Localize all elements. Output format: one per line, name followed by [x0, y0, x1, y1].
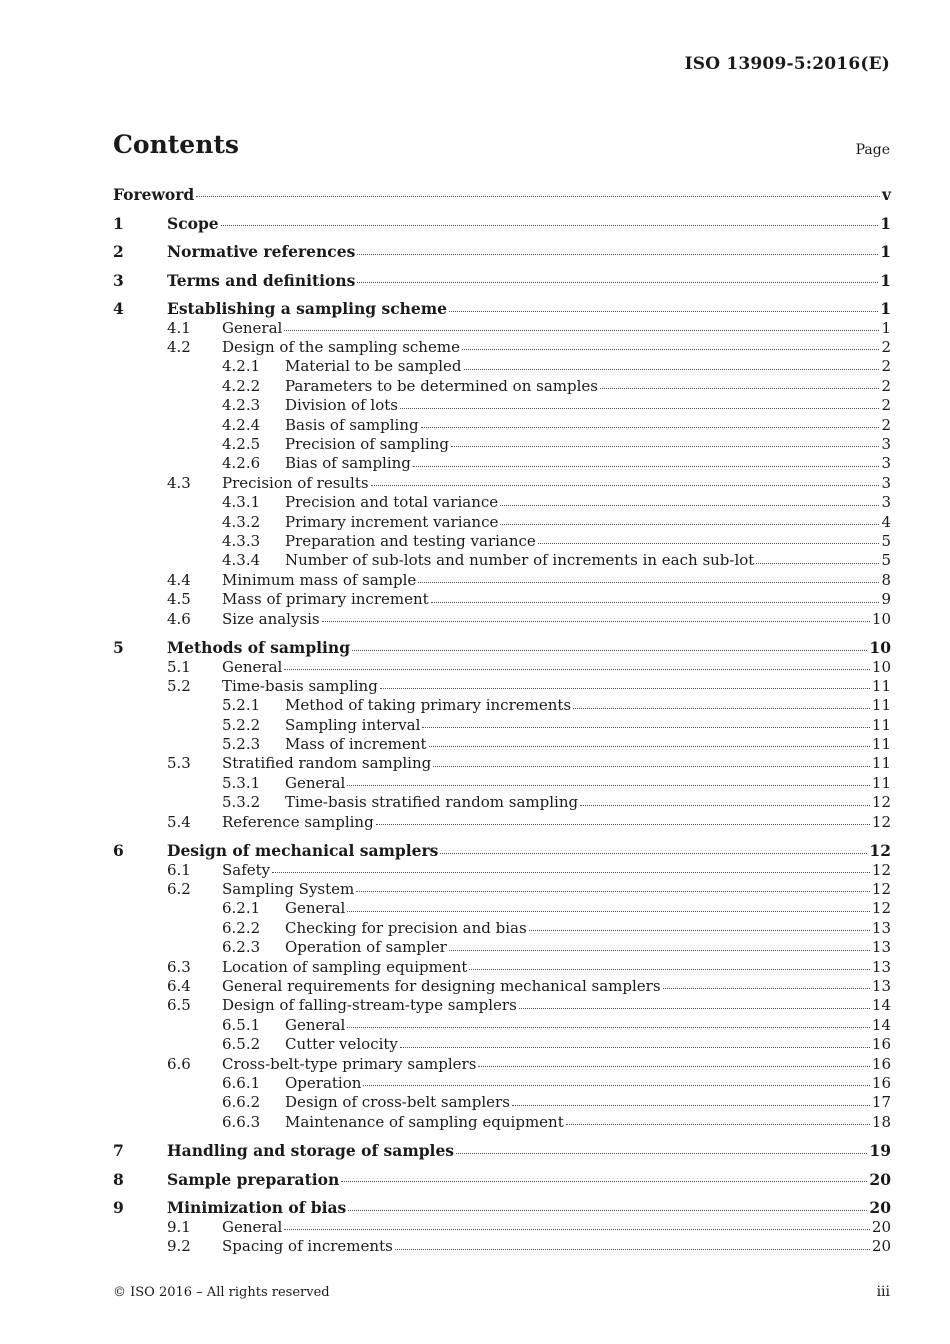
toc-entry-number: 9.1	[167, 1217, 191, 1236]
toc-entry-title: Primary increment variance	[285, 512, 499, 531]
toc-entry-page: 3	[881, 473, 891, 492]
toc-entry-title: Bias of sampling	[285, 454, 411, 473]
toc-entry-title: Mass of increment	[285, 735, 427, 754]
toc-entry[interactable]	[113, 735, 891, 754]
toc-dot-leader	[449, 950, 870, 951]
page-column-label: Page	[855, 142, 890, 158]
toc-entry-page: 11	[871, 676, 891, 695]
toc-dot-leader	[284, 669, 870, 670]
toc-entry-title: Minimum mass of sample	[222, 570, 417, 589]
toc-dot-leader	[357, 282, 878, 283]
toc-entry-page: 11	[871, 773, 891, 792]
toc-entry-number: 4.5	[167, 590, 191, 609]
toc-entry-title: Safety	[222, 860, 271, 879]
toc-entry[interactable]	[113, 454, 891, 473]
toc-dot-leader	[464, 369, 880, 370]
toc-dot-leader	[478, 1066, 869, 1067]
toc-entry-page: 16	[871, 1035, 891, 1054]
toc-entry[interactable]	[113, 319, 891, 338]
toc-entry-page: 2	[881, 415, 891, 434]
toc-entry-page: 3	[881, 493, 891, 512]
toc-entry[interactable]	[113, 1237, 891, 1256]
toc-entry-number: 5.3.2	[222, 793, 261, 812]
toc-entry-number: 4	[113, 299, 124, 319]
toc-dot-leader	[469, 969, 870, 970]
toc-dot-leader	[422, 727, 869, 728]
toc-entry-title: Number of sub-lots and number of increments in each sub-lot	[285, 551, 755, 570]
toc-entry[interactable]	[113, 1016, 891, 1035]
toc-dot-leader	[451, 446, 879, 447]
toc-dot-leader	[284, 1229, 870, 1230]
toc-entry-page: 8	[881, 570, 891, 589]
toc-entry-page: 10	[871, 609, 891, 628]
toc-entry-number: 6.6.1	[222, 1073, 261, 1092]
toc-entry-page: 12	[871, 812, 891, 831]
toc-dot-leader	[371, 485, 880, 486]
toc-entry-page: 17	[871, 1093, 891, 1112]
toc-entry-title: Cross-belt-type primary samplers	[222, 1054, 477, 1073]
toc-entry-title: Minimization of bias	[167, 1198, 347, 1218]
toc-entry-number: 4.2.2	[222, 376, 261, 395]
toc-entry-number: 4.3.1	[222, 493, 261, 512]
toc-entry-title: General	[222, 318, 283, 337]
toc-entry-page: 13	[871, 918, 891, 937]
toc-entry-title: Reference sampling	[222, 812, 374, 831]
toc-entry-number: 4.2.3	[222, 396, 261, 415]
toc-dot-leader	[538, 543, 880, 544]
toc-entry-number: 5.2.3	[222, 735, 261, 754]
toc-dot-leader	[322, 621, 870, 622]
toc-entry-page: 20	[871, 1237, 891, 1256]
toc-entry-number: 3	[113, 270, 124, 290]
toc-entry-number: 4.4	[167, 570, 191, 589]
toc-entry-title: Stratified random sampling	[222, 754, 432, 773]
toc-dot-leader	[341, 1181, 867, 1182]
toc-dot-leader	[512, 1105, 870, 1106]
toc-entry-number: 6.5	[167, 996, 191, 1015]
toc-entry[interactable]	[113, 1074, 891, 1093]
toc-entry-number: 6.3	[167, 957, 191, 976]
toc-entry-title: Sampling System	[222, 880, 355, 899]
toc-entry-page: 3	[881, 435, 891, 454]
toc-entry-title: Maintenance of sampling equipment	[285, 1112, 564, 1131]
toc-entry-page: 1	[880, 242, 891, 262]
toc-entry[interactable]	[113, 214, 891, 233]
toc-dot-leader	[413, 466, 880, 467]
toc-entry[interactable]	[113, 610, 891, 629]
toc-entry-number: 5	[113, 638, 124, 658]
toc-entry-page: 4	[881, 512, 891, 531]
toc-dot-leader	[400, 408, 879, 409]
toc-dot-leader	[284, 330, 879, 331]
toc-entry-page: 16	[871, 1073, 891, 1092]
toc-dot-leader	[347, 1027, 870, 1028]
toc-entry-title: Operation	[285, 1073, 362, 1092]
toc-entry-title: Handling and storage of samples	[167, 1141, 455, 1161]
toc-entry-number: 4.1	[167, 318, 191, 337]
toc-entry-page: 2	[881, 357, 891, 376]
toc-entry-number: 5.4	[167, 812, 191, 831]
toc-dot-leader	[363, 1085, 870, 1086]
toc-entry-number: 5.3.1	[222, 773, 261, 792]
toc-entry[interactable]	[113, 677, 891, 696]
toc-entry-number: 6.1	[167, 860, 191, 879]
document-id: ISO 13909-5:2016(E)	[684, 54, 890, 74]
toc-entry[interactable]	[113, 658, 891, 677]
toc-entry-title: Basis of sampling	[285, 415, 419, 434]
toc-entry[interactable]	[113, 493, 891, 512]
toc-entry-number: 5.2.2	[222, 715, 261, 734]
toc-entry-page: 13	[871, 938, 891, 957]
toc-entry-title: Design of mechanical samplers	[167, 841, 439, 861]
toc-entry-page: 12	[869, 841, 891, 861]
toc-entry-page: 2	[881, 396, 891, 415]
toc-entry[interactable]	[113, 861, 891, 880]
toc-dot-leader	[756, 563, 879, 564]
toc-entry-page: 20	[869, 1169, 891, 1189]
toc-dot-leader	[347, 911, 870, 912]
toc-entry-number: 6.5.2	[222, 1035, 261, 1054]
toc-entry-title: Scope	[167, 213, 219, 233]
toc-entry-title: Normative references	[167, 242, 356, 262]
toc-entry-number: 4.3.2	[222, 512, 261, 531]
toc-entry[interactable]	[113, 996, 891, 1015]
toc-entry-number: 6.6.2	[222, 1093, 261, 1112]
toc-entry-title: Precision of results	[222, 473, 369, 492]
toc-entry-page: 18	[871, 1112, 891, 1131]
toc-entry[interactable]	[113, 299, 891, 318]
toc-entry[interactable]	[113, 899, 891, 918]
toc-dot-leader	[356, 891, 870, 892]
toc-dot-leader	[663, 988, 870, 989]
toc-entry-page: 5	[881, 532, 891, 550]
toc-entry-number: 6	[113, 841, 124, 861]
toc-entry-title: Division of lots	[285, 396, 398, 415]
toc-entry[interactable]	[113, 532, 891, 551]
toc-entry-title: Design of cross-belt samplers	[285, 1093, 510, 1112]
toc-entry-title: General requirements for designing mechanical samplers	[222, 976, 661, 995]
toc-entry[interactable]	[113, 638, 891, 657]
toc-entry-title: Precision of sampling	[285, 435, 449, 454]
toc-dot-leader	[221, 225, 879, 226]
toc-entry[interactable]	[113, 938, 891, 957]
toc-entry[interactable]	[113, 774, 891, 793]
toc-entry[interactable]	[113, 396, 891, 415]
toc-entry-page: 12	[871, 880, 891, 899]
toc-entry[interactable]	[113, 977, 891, 996]
toc-entry-page: v	[881, 185, 891, 204]
toc-entry[interactable]	[113, 793, 891, 812]
toc-entry-page: 12	[871, 860, 891, 879]
toc-entry-page: 3	[881, 454, 891, 473]
toc-entry-number: 5.3	[167, 754, 191, 773]
toc-dot-leader	[449, 311, 878, 312]
toc-dot-leader	[431, 602, 880, 603]
toc-dot-leader	[429, 746, 870, 747]
toc-entry-title: Time-basis sampling	[222, 676, 378, 695]
footer-page-number: iii	[876, 1284, 890, 1300]
toc-entry-number: 6.2.1	[222, 899, 261, 918]
toc-entry-number: 6.2.2	[222, 918, 261, 937]
toc-entry-title: Design of the sampling scheme	[222, 338, 460, 357]
toc-entry-number: 4.2.5	[222, 435, 261, 454]
toc-entry[interactable]	[113, 716, 891, 735]
toc-dot-leader	[196, 196, 880, 197]
toc-dot-leader	[347, 785, 870, 786]
toc-entry[interactable]	[113, 185, 891, 204]
toc-entry[interactable]	[113, 551, 891, 570]
toc-dot-leader	[500, 505, 879, 506]
toc-entry-title: Precision and total variance	[285, 493, 499, 512]
toc-dot-leader	[519, 1008, 870, 1009]
toc-entry[interactable]	[113, 271, 891, 290]
toc-entry-number: 4.3.4	[222, 551, 261, 570]
toc-dot-leader	[600, 388, 879, 389]
toc-entry-title: Parameters to be determined on samples	[285, 376, 598, 395]
toc-entry[interactable]	[113, 1218, 891, 1237]
toc-entry-page: 20	[871, 1217, 891, 1236]
toc-entry-number: 5.1	[167, 657, 191, 676]
toc-entry-title: Operation of sampler	[285, 938, 447, 957]
toc-entry-number: 4.2	[167, 338, 191, 357]
toc-entry[interactable]	[113, 416, 891, 435]
toc-entry-page: 1	[880, 299, 891, 319]
toc-entry[interactable]	[113, 571, 891, 590]
toc-entry-title: Method of taking primary increments	[285, 696, 572, 715]
toc-entry-title: Establishing a sampling scheme	[167, 299, 448, 319]
toc-entry[interactable]	[113, 513, 891, 532]
toc-entry-title: Terms and definitions	[167, 270, 356, 290]
toc-entry-number: 2	[113, 242, 124, 262]
toc-entry-number: 6.5.1	[222, 1015, 261, 1034]
toc-entry-number: 4.2.1	[222, 357, 261, 376]
toc-entry-title: Cutter velocity	[285, 1035, 398, 1054]
toc-entry-title: Sampling interval	[285, 715, 421, 734]
toc-entry[interactable]	[113, 1035, 891, 1054]
toc-entry-title: General	[285, 773, 346, 792]
toc-entry-title: Spacing of increments	[222, 1237, 393, 1256]
toc-entry-number: 4.6	[167, 609, 191, 628]
toc-entry-title: Checking for precision and bias	[285, 918, 527, 937]
toc-entry[interactable]	[113, 435, 891, 454]
toc-entry-page: 14	[871, 996, 891, 1015]
toc-entry-page: 11	[871, 754, 891, 773]
toc-entry[interactable]	[113, 696, 891, 715]
toc-entry-page: 12	[871, 793, 891, 812]
toc-entry[interactable]	[113, 242, 891, 261]
toc-entry-page: 11	[871, 735, 891, 754]
toc-entry[interactable]	[113, 841, 891, 860]
toc-entry-page: 19	[869, 1141, 891, 1161]
toc-entry-title: General	[222, 657, 283, 676]
toc-entry-page: 14	[871, 1015, 891, 1034]
toc-entry[interactable]	[113, 813, 891, 832]
toc-entry-title: Mass of primary increment	[222, 590, 429, 609]
toc-entry-number: 4.2.4	[222, 415, 261, 434]
toc-entry-number: 5.2.1	[222, 696, 261, 715]
toc-dot-leader	[348, 1210, 867, 1211]
toc-entry-page: 12	[871, 899, 891, 918]
toc-entry-title: Methods of sampling	[167, 638, 351, 658]
toc-entry[interactable]	[113, 919, 891, 938]
footer-copyright: © ISO 2016 – All rights reserved	[113, 1285, 330, 1300]
toc-entry-page: 16	[871, 1054, 891, 1073]
toc-entry-page: 9	[881, 590, 891, 609]
toc-entry-title: Size analysis	[222, 609, 320, 628]
toc-dot-leader	[566, 1124, 870, 1125]
toc-dot-leader	[580, 805, 870, 806]
toc-entry-title: General	[285, 899, 346, 918]
toc-dot-leader	[456, 1153, 867, 1154]
toc-entry[interactable]	[113, 1170, 891, 1189]
toc-entry-number: 6.6.3	[222, 1112, 261, 1131]
toc-entry-title: Time-basis stratified random sampling	[285, 793, 579, 812]
toc-entry-page: 1	[881, 318, 891, 337]
toc-entry-title: Design of falling-stream-type samplers	[222, 996, 517, 1015]
toc-dot-leader	[352, 650, 867, 651]
toc-entry-number: 4.3	[167, 473, 191, 492]
toc-entry-number: 9	[113, 1198, 124, 1218]
toc-entry-page: 5	[881, 551, 891, 570]
toc-entry-page: 10	[869, 638, 891, 658]
toc-entry[interactable]	[113, 958, 891, 977]
toc-entry[interactable]	[113, 880, 891, 899]
toc-entry[interactable]	[113, 1141, 891, 1160]
toc-entry-page: 10	[871, 657, 891, 676]
toc-entry-number: 6.2	[167, 880, 191, 899]
toc-dot-leader	[376, 824, 870, 825]
toc-entry[interactable]	[113, 377, 891, 396]
toc-entry-number: 7	[113, 1141, 124, 1161]
toc-entry[interactable]	[113, 1113, 891, 1132]
toc-dot-leader	[357, 254, 878, 255]
toc-entry-page: 11	[871, 696, 891, 715]
toc-dot-leader	[573, 708, 870, 709]
toc-entry[interactable]	[113, 1055, 891, 1074]
toc-dot-leader	[433, 766, 870, 767]
toc-dot-leader	[462, 349, 880, 350]
toc-entry-number: 1	[113, 213, 124, 233]
toc-entry[interactable]	[113, 474, 891, 493]
toc-dot-leader	[421, 427, 880, 428]
toc-entry-page: 1	[880, 270, 891, 290]
toc-entry[interactable]	[113, 357, 891, 376]
toc-dot-leader	[500, 524, 879, 525]
toc-entry[interactable]	[113, 754, 891, 773]
toc-entry-page: 2	[881, 338, 891, 357]
toc-entry[interactable]	[113, 1093, 891, 1112]
toc-entry-page: 13	[871, 976, 891, 995]
toc-entry[interactable]	[113, 1198, 891, 1217]
toc-entry-number: 6.6	[167, 1054, 191, 1073]
toc-entry-page: 11	[871, 715, 891, 734]
toc-entry-number: 8	[113, 1169, 124, 1189]
toc-entry-page: 20	[869, 1198, 891, 1218]
toc-entry-title: General	[222, 1217, 283, 1236]
toc-dot-leader	[440, 853, 867, 854]
toc-entry-page: 13	[871, 957, 891, 976]
toc-dot-leader	[529, 930, 870, 931]
toc-dot-leader	[395, 1249, 870, 1250]
toc-entry-number: 6.2.3	[222, 938, 261, 957]
toc-dot-leader	[272, 872, 870, 873]
page-title: Contents	[113, 130, 240, 159]
table-of-contents	[113, 185, 891, 1257]
toc-entry-number: 4.3.3	[222, 532, 261, 550]
toc-entry-title: Foreword	[113, 185, 195, 204]
toc-dot-leader	[400, 1047, 870, 1048]
toc-entry-title: General	[285, 1015, 346, 1034]
toc-entry-title: Preparation and testing variance	[285, 532, 536, 550]
toc-entry[interactable]	[113, 590, 891, 609]
toc-dot-leader	[380, 688, 870, 689]
toc-entry-page: 1	[880, 213, 891, 233]
toc-entry-number: 5.2	[167, 676, 191, 695]
toc-entry[interactable]	[113, 338, 891, 357]
toc-entry-number: 9.2	[167, 1237, 191, 1256]
toc-dot-leader	[418, 582, 879, 583]
toc-entry-number: 6.4	[167, 976, 191, 995]
toc-entry-page: 2	[881, 376, 891, 395]
toc-entry-title: Location of sampling equipment	[222, 957, 468, 976]
toc-entry-title: Sample preparation	[167, 1169, 340, 1189]
toc-entry-title: Material to be sampled	[285, 357, 462, 376]
toc-entry-number: 4.2.6	[222, 454, 261, 473]
